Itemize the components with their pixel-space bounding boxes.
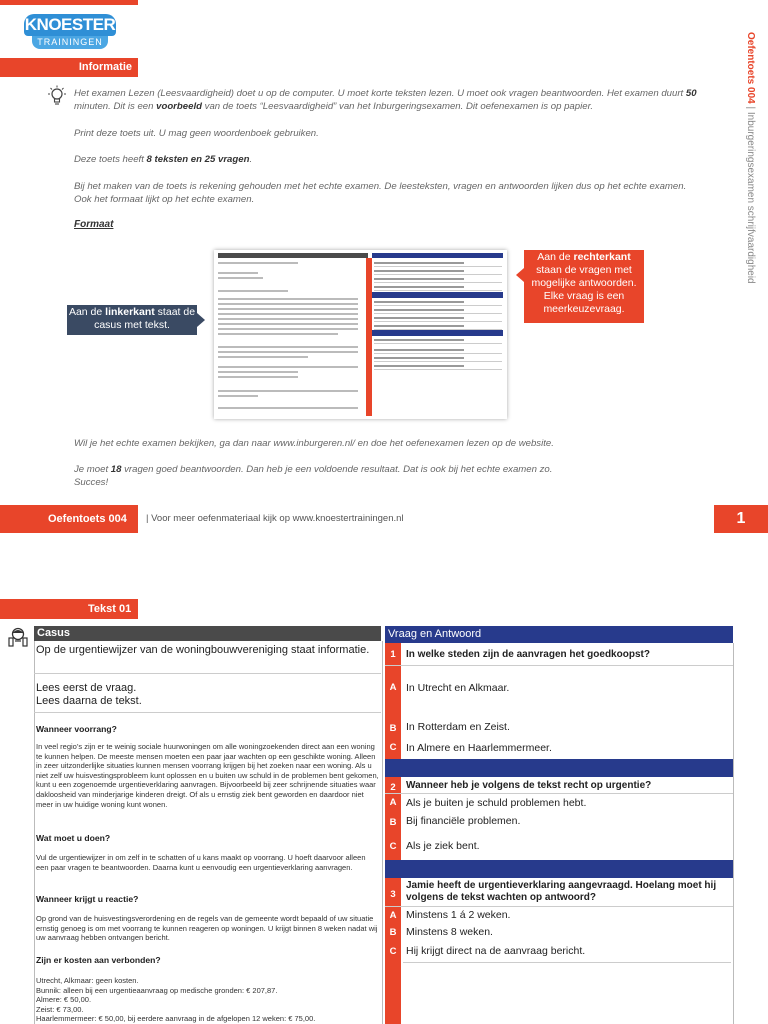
callout-right-c: staan de vragen met mogelijke antwoorden. Elke vraag is een meerkeuzevraag. <box>531 264 637 315</box>
answer-text: Bij financiële problemen. <box>406 815 521 827</box>
sidebar-b: | Inburgeringsexamen schrijfvaardigheid <box>745 103 756 284</box>
thumb-line <box>218 308 358 310</box>
question-2 <box>385 777 733 794</box>
p1-a: Het examen Lezen (Leesvaardigheid) doet u op de computer. U moet korte teksten lezen. U moet ook vragen beantwoorden. Het examen duurt <box>74 88 686 99</box>
top-accent-bar <box>0 0 138 5</box>
p6-b: 18 <box>110 464 122 475</box>
cost-line: Almere: € 50,00. <box>36 995 92 1005</box>
thumb-line <box>218 333 338 335</box>
thumb-line <box>218 395 258 397</box>
casus-instructions <box>36 682 142 708</box>
website-paragraph: Wil je het echte examen bekijken, ga dan naar www.inburgeren.nl/ en doe het oefenexamen lezen op de website. <box>74 438 554 449</box>
callout-right-a: Aan de <box>537 251 574 263</box>
cost-line: Bunnik: alleen bij een urgentieaanvraag op medische gronden: € 207,87. <box>36 985 278 995</box>
callout-left <box>67 305 197 335</box>
instruction-1: Lees eerst de vraag. <box>36 682 137 694</box>
p1-d: voorbeeld <box>156 101 202 112</box>
answer-letter: B <box>385 924 401 942</box>
intro-paragraph-4: Bij het maken van de toets is rekening gehouden met het echte examen. De leesteksten, vragen en antwoorden lijken dus op het echte examen. Ook het formaat lijkt op het echte examen. <box>74 181 687 205</box>
answer-text: Minstens 1 á 2 weken. <box>406 909 511 921</box>
thumb-line <box>218 390 358 392</box>
question-1 <box>385 644 733 666</box>
question-text: Wanneer heb je volgens de tekst recht op urgentie? <box>406 780 652 791</box>
thumb-red-strip <box>366 258 372 416</box>
answer-letter: A <box>385 666 401 709</box>
thumb-line <box>218 351 358 353</box>
score-paragraph <box>74 463 704 489</box>
p3-c: . <box>249 154 253 165</box>
thumb-a-row <box>374 283 502 291</box>
intro-paragraph-2: Print deze toets uit. U mag geen woordenboek gebruiken. <box>74 128 319 139</box>
callout-right-b: rechterkant <box>573 251 631 263</box>
callout-left-c: staat de casus met tekst. <box>94 306 196 331</box>
section-title: Wanneer krijgt u reactie? <box>36 894 139 904</box>
answer-text: Als je buiten je schuld problemen hebt. <box>406 797 587 809</box>
divider <box>34 712 381 713</box>
p6-c: vragen goed beantwoorden. Dan heb je een voldoende resultaat. Dat is ook bij het echte examen zo. <box>121 464 553 475</box>
tekst-tab <box>0 599 138 619</box>
answer-letter: C <box>385 737 401 759</box>
thumb-a-row <box>374 346 502 354</box>
vraag-antwoord-header: Vraag en Antwoord <box>385 626 733 643</box>
answer-option[interactable] <box>385 666 733 709</box>
thumb-line <box>218 272 258 274</box>
answer-text: In Rotterdam en Zeist. <box>406 721 510 733</box>
answer-letter: C <box>385 833 401 860</box>
p6-d: Succes! <box>74 477 109 488</box>
thumb-q-row <box>374 298 502 306</box>
thumb-line <box>218 313 358 315</box>
footer-tab-label: Oefentoets 004 <box>48 513 127 525</box>
answer-text: Minstens 8 weken. <box>406 926 493 938</box>
section-body: In veel regio’s zijn er te weinig sociale huurwoningen om alle woningzoekenden direct aan een woning te kunnen helpen. De meeste mensen moeten een paar jaar wachten op een geschikte woning. Alleen in zeer uitzonderlijke situaties kunnen mensen voorrang krijgen bij het zoeken naar een woning. Als u niet zelf uw huisvestingsprobleem kunt oplossen en u buiten uw schuld in de problemen bent gekomen, kunt u een zogenoemde urgentieverklaring aanvragen. Bijvoorbeeld bij zeer schrijnende situaties waar dakloosheid van minderjarige kinderen dreigt. Of als u ernstig ziek bent geworden en daardoor niet meer in uw huidige woning kunt wonen. <box>36 742 379 809</box>
question-number: 3 <box>385 878 401 906</box>
formaat-heading: Formaat <box>74 219 114 230</box>
logo-subword: TRAININGEN <box>32 36 108 49</box>
answer-option[interactable] <box>385 942 733 962</box>
informatie-tab <box>0 58 138 77</box>
thumb-line <box>218 290 288 292</box>
answer-option[interactable] <box>385 833 733 860</box>
lightbulb-icon <box>46 85 68 107</box>
intro-paragraph-3 <box>74 153 704 166</box>
answer-text: In Almere en Haarlemmermeer. <box>406 742 552 754</box>
p1-b: 50 <box>685 88 697 99</box>
informatie-label: Informatie <box>78 61 132 73</box>
thumb-a-row <box>374 306 502 314</box>
p1-e: van de toets “Leesvaardigheid” van het Inburgeringsexamen. Dit oefenexamen is op papier. <box>201 101 594 112</box>
knoester-logo <box>24 12 116 52</box>
p3-b: 8 teksten en 25 vragen <box>146 154 250 165</box>
question-text: Jamie heeft de urgentieverklaring aangevraagd. Hoelang moet hij volgens de tekst wachten op antwoord? <box>406 880 717 903</box>
thumb-casus-header <box>218 253 368 258</box>
thumb-vena-header <box>372 253 503 258</box>
thumb-a-row <box>374 275 502 283</box>
casus-intro: Op de urgentiewijzer van de woningbouwvereniging staat informatie. <box>36 644 370 656</box>
thumb-line <box>218 346 358 348</box>
answer-option[interactable] <box>385 907 733 924</box>
question-number: 2 <box>385 777 401 793</box>
answer-option[interactable] <box>385 794 733 812</box>
p6-a: Je moet <box>74 464 111 475</box>
p1-c: minuten. Dit is een <box>74 101 157 112</box>
answer-letter: A <box>385 794 401 812</box>
answer-option[interactable] <box>385 812 733 833</box>
divider <box>34 673 381 674</box>
page-2 <box>0 580 768 1024</box>
section-title: Wanneer voorrang? <box>36 724 117 734</box>
question-band <box>385 759 733 777</box>
thumb-line <box>218 328 358 330</box>
reader-icon <box>6 626 30 648</box>
thumb-q-row <box>374 259 502 267</box>
thumb-a-row <box>374 322 502 330</box>
thumb-line <box>218 323 358 325</box>
footer-text: | Voor meer oefenmateriaal kijk op www.knoestertrainingen.nl <box>146 513 404 524</box>
thumb-line <box>218 356 308 358</box>
instruction-2: Lees daarna de tekst. <box>36 695 142 707</box>
page-number: 1 <box>714 505 768 533</box>
thumb-q-row <box>374 336 502 344</box>
vertical-sidebar <box>736 32 760 332</box>
sidebar-a: Oefentoets 004 <box>745 32 756 104</box>
casus-header: Casus <box>34 626 381 641</box>
footer-tab <box>0 505 138 533</box>
tekst-tab-label: Tekst 01 <box>88 603 132 615</box>
question-number: 1 <box>385 644 401 665</box>
p3-a: Deze toets heeft <box>74 154 147 165</box>
thumb-line <box>218 407 358 409</box>
thumb-line <box>218 303 358 305</box>
thumb-line <box>218 277 263 279</box>
logo-word: KNOESTER <box>24 15 116 34</box>
thumb-a-row <box>374 354 502 362</box>
thumb-line <box>218 298 358 300</box>
cost-line: Haarlemmermeer: € 50,00, bij eerdere aanvraag in de afgelopen 12 weken: € 75,00. <box>36 1014 316 1024</box>
format-example-thumbnail <box>214 250 507 419</box>
answer-letter: B <box>385 812 401 833</box>
cost-line: Utrecht, Alkmaar: geen kosten. <box>36 976 139 985</box>
thumb-line <box>218 366 358 368</box>
thumb-line <box>218 376 298 378</box>
section-title: Wat moet u doen? <box>36 833 111 843</box>
section-body: Op grond van de huisvestingsverordening en de regels van de gemeente wordt bepaald of uw situatie ernstig genoeg is om met voorrang te kunnen reageren op woningen. U krijgt binnen 8 weken nadat wij uw aanvraag hebben ontvangen bericht. <box>36 914 378 943</box>
section-body: Vul de urgentiewijzer in om zelf in te schatten of u kans maakt op voorrang. U hoeft daarvoor alleen een paar vragen te beantwoorden. Daarna kunt u eenvoudig een urgentieverklaring aanvragen. <box>36 853 366 872</box>
question-3 <box>385 878 733 907</box>
answer-option[interactable] <box>385 737 733 759</box>
thumb-line <box>218 371 298 373</box>
thumb-line <box>218 262 298 264</box>
cost-line: Zeist: € 73,00. <box>36 1004 84 1014</box>
answer-text: Hij krijgt direct na de aanvraag bericht. <box>406 945 586 957</box>
callout-right <box>524 250 644 323</box>
intro-paragraph-1 <box>74 87 704 113</box>
sidebar-text <box>745 32 756 284</box>
answer-underline <box>403 962 731 963</box>
answer-text: In Utrecht en Alkmaar. <box>406 682 510 694</box>
thumb-a-row <box>374 314 502 322</box>
callout-left-a: Aan de <box>68 306 106 318</box>
question-band <box>385 860 733 878</box>
answer-letter: C <box>385 942 401 962</box>
answer-option[interactable] <box>385 924 733 942</box>
answer-letter: A <box>385 907 401 924</box>
answer-letter: B <box>385 709 401 737</box>
thumb-line <box>218 318 358 320</box>
thumb-a-row <box>374 362 502 370</box>
answer-text: Als je ziek bent. <box>406 840 480 852</box>
thumb-a-row <box>374 267 502 275</box>
cost-list <box>36 976 379 1024</box>
question-text: In welke steden zijn de aanvragen het goedkoopst? <box>406 649 650 660</box>
answer-option[interactable] <box>385 709 733 737</box>
section-title: Zijn er kosten aan verbonden? <box>36 955 161 965</box>
callout-left-b: linkerkant <box>105 306 155 318</box>
